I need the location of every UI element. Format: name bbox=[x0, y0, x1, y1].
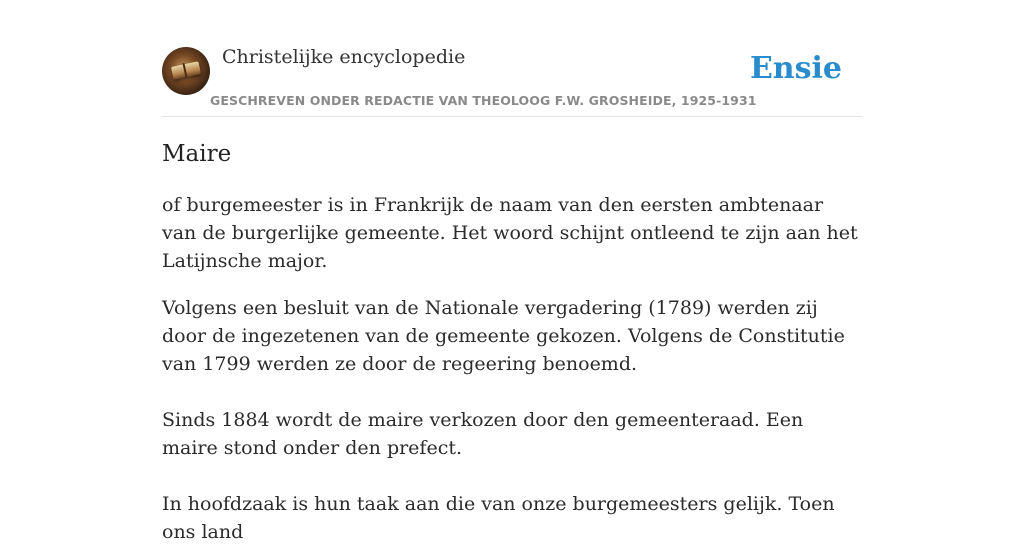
article-paragraph: of burgemeester is in Frankrijk de naam van den eersten ambtenaar van de burgerlijke gemeente. Het woord schijnt ontleend te zijn aan het Latijnsche major. bbox=[162, 194, 858, 272]
article-paragraph: Sinds 1884 wordt de maire verkozen door den gemeenteraad. Een maire stond onder den prefect. bbox=[162, 409, 804, 459]
article bbox=[162, 138, 862, 546]
encyclopedia-avatar[interactable] bbox=[162, 47, 210, 95]
article-paragraph: In hoofdzaak is hun taak aan die van onze burgemeesters gelijk. Toen ons land bbox=[162, 493, 835, 543]
article-paragraph: Volgens een besluit van de Nationale vergadering (1789) werden zij door de ingezetenen van de gemeente gekozen. Volgens de Constitutie van 1799 werden ze door de regeering benoemd. bbox=[162, 297, 845, 375]
ensie-logo-link[interactable]: Ensie bbox=[749, 51, 842, 86]
encyclopedia-title[interactable]: Christelijke encyclopedie bbox=[222, 46, 466, 68]
article-title: Maire bbox=[162, 141, 232, 167]
encyclopedia-subtitle: GESCHREVEN ONDER REDACTIE VAN THEOLOOG F.W. GROSHEIDE, 1925-1931 bbox=[210, 93, 757, 108]
site-header bbox=[162, 46, 862, 117]
